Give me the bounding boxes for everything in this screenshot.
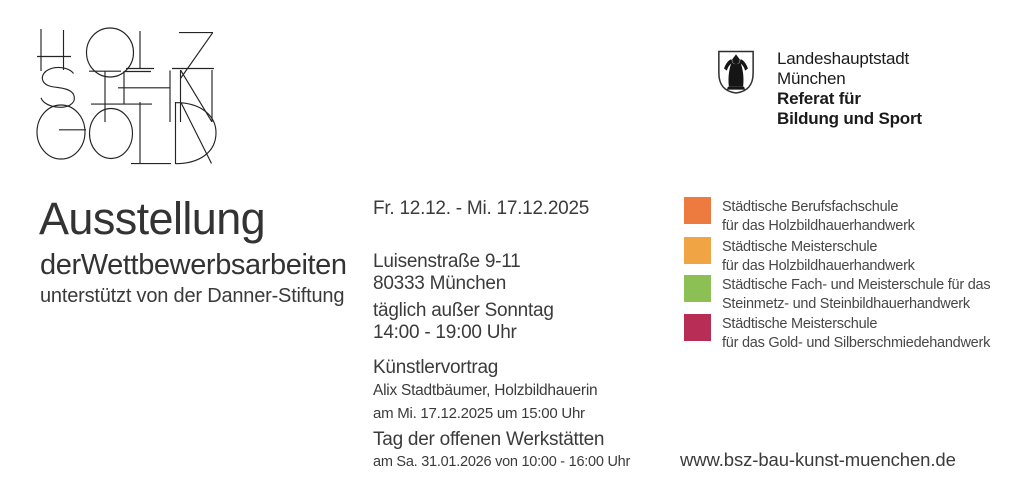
legend-color-swatch [684, 237, 711, 264]
talk-title: Künstlervortrag [373, 357, 499, 378]
opening-hours-block [373, 300, 554, 344]
muenchen-logo-block [716, 49, 922, 129]
exhibition-title: Ausstellung [39, 193, 266, 244]
muenchen-org-line1: Landeshauptstadt [777, 49, 909, 68]
legend-color-swatch [684, 314, 711, 341]
legend-item-meisterschule-gold [684, 314, 990, 353]
muenchen-coat-of-arms-icon [716, 49, 756, 95]
website-url[interactable]: www.bsz-bau-kunst-muenchen.de [680, 449, 956, 470]
legend-item-label: Städtische Meisterschule für das Gold- und Silberschmiedehandwerk [722, 316, 991, 351]
address-street: Luisenstraße 9-11 [373, 251, 521, 272]
exhibition-subtitle: derWettbewerbsarbeiten [40, 249, 347, 281]
legend-item-label: Städtische Fach- und Meisterschule für das Steinmetz- und Steinbildhauerhandwerk [722, 277, 991, 312]
legend-item-meisterschule-holz [684, 237, 915, 276]
address-city: 80333 München [373, 273, 507, 294]
holz-stein-gold-logo [30, 25, 245, 168]
legend-item-berufsfachschule-holz [684, 197, 915, 236]
muenchen-org-text [777, 49, 922, 129]
talk-speaker: Alix Stadtbäumer, Holzbildhauerin [373, 382, 598, 399]
legend-item-fach-meisterschule-stein [684, 275, 990, 314]
muenchen-org-line3: Referat für [777, 89, 861, 108]
legend-color-swatch [684, 197, 711, 224]
legend-item-label: Städtische Berufsfachschule für das Holzbildhauerhandwerk [722, 199, 915, 234]
address-block [373, 251, 520, 295]
muenchen-org-line2: München [777, 69, 846, 88]
logo-lettering-graphic [30, 25, 245, 168]
openday-title: Tag der offenen Werkstätten [373, 429, 605, 450]
legend-item-label: Städtische Meisterschule für das Holzbildhauerhandwerk [722, 239, 915, 274]
openday-datetime: am Sa. 31.01.2026 von 10:00 - 16:00 Uhr [373, 454, 631, 470]
opening-days: täglich außer Sonntag [373, 300, 554, 321]
legend-color-swatch [684, 275, 711, 302]
muenchen-org-line4: Bildung und Sport [777, 109, 922, 128]
date-range: Fr. 12.12. - Mi. 17.12.2025 [373, 198, 590, 219]
opening-times: 14:00 - 19:00 Uhr [373, 322, 517, 343]
support-note: unterstützt von der Danner-Stiftung [40, 285, 345, 307]
talk-datetime: am Mi. 17.12.2025 um 15:00 Uhr [373, 405, 585, 422]
